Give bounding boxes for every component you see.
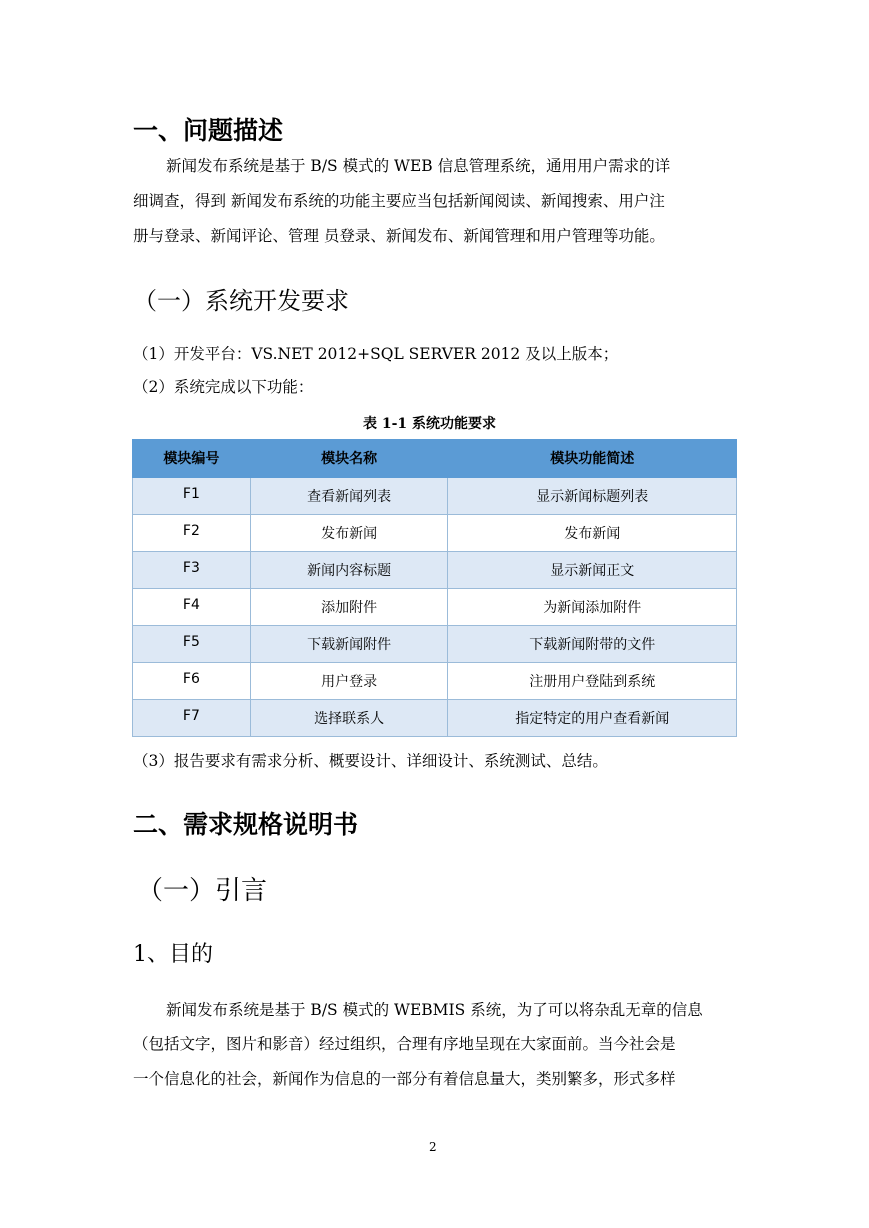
table-cell: F3: [133, 552, 251, 589]
table-row: [133, 589, 737, 626]
table-cell: 查看新闻列表: [250, 478, 448, 515]
table-row: [133, 515, 737, 552]
table-row: [133, 626, 737, 663]
subsection-title-requirements: （一）系统开发要求: [133, 287, 349, 315]
list-item: （3）报告要求有需求分析、概要设计、详细设计、系统测试、总结。: [133, 752, 608, 770]
table-row: [133, 552, 737, 589]
table-cell: F1: [133, 478, 251, 515]
table-cell: 发布新闻: [250, 515, 448, 552]
section-title-spec: 二、需求规格说明书: [133, 810, 359, 839]
table-cell: 选择联系人: [250, 700, 448, 737]
table-cell: 显示新闻正文: [448, 552, 737, 589]
table-caption: 表 1-1 系统功能要求: [363, 416, 497, 432]
section-title-problem: 一、问题描述: [133, 116, 284, 145]
column-header: 模块功能简述: [448, 440, 737, 478]
table-cell: F4: [133, 589, 251, 626]
paragraph-line: 一个信息化的社会，新闻作为信息的一部分有着信息量大，类别繁多，形式多样: [133, 1070, 676, 1088]
table-row: [133, 663, 737, 700]
table-cell: 显示新闻标题列表: [448, 478, 737, 515]
list-item: （1）开发平台：VS.NET 2012+SQL SERVER 2012 及以上版本；: [133, 345, 619, 363]
paragraph-line: （包括文字，图片和影音）经过组织，合理有序地呈现在大家面前。当今社会是: [133, 1035, 676, 1053]
table-cell: 用户登录: [250, 663, 448, 700]
table-cell: 添加附件: [250, 589, 448, 626]
table-cell: F6: [133, 663, 251, 700]
paragraph-line: 新闻发布系统是基于 B/S 模式的 WEBMIS 系统，为了可以将杂乱无章的信息: [166, 1001, 703, 1019]
table-cell: 下载新闻附带的文件: [448, 626, 737, 663]
paragraph-line: 新闻发布系统是基于 B/S 模式的 WEB 信息管理系统，通用用户需求的详: [166, 157, 671, 175]
subsection-title-intro: （一）引言: [137, 876, 268, 906]
paragraph-line: 细调查，得到 新闻发布系统的功能主要应当包括新闻阅读、新闻搜索、用户注: [133, 192, 665, 210]
table-cell: F7: [133, 700, 251, 737]
table-cell: F2: [133, 515, 251, 552]
table-cell: 注册用户登陆到系统: [448, 663, 737, 700]
list-item: （2）系统完成以下功能：: [133, 378, 314, 396]
paragraph-line: 册与登录、新闻评论、管理 员登录、新闻发布、新闻管理和用户管理等功能。: [133, 227, 665, 245]
column-header: 模块编号: [133, 440, 251, 478]
subsection-item-purpose: 1、目的: [133, 942, 213, 967]
table-cell: 发布新闻: [448, 515, 737, 552]
column-header: 模块名称: [250, 440, 448, 478]
table-cell: 下载新闻附件: [250, 626, 448, 663]
page-number: 2: [429, 1140, 437, 1154]
table-cell: F5: [133, 626, 251, 663]
table-header-row: [133, 440, 737, 478]
table-row: [133, 700, 737, 737]
table-cell: 新闻内容标题: [250, 552, 448, 589]
requirements-table: [132, 439, 737, 737]
table-cell: 为新闻添加附件: [448, 589, 737, 626]
table-cell: 指定特定的用户查看新闻: [448, 700, 737, 737]
table-row: [133, 478, 737, 515]
